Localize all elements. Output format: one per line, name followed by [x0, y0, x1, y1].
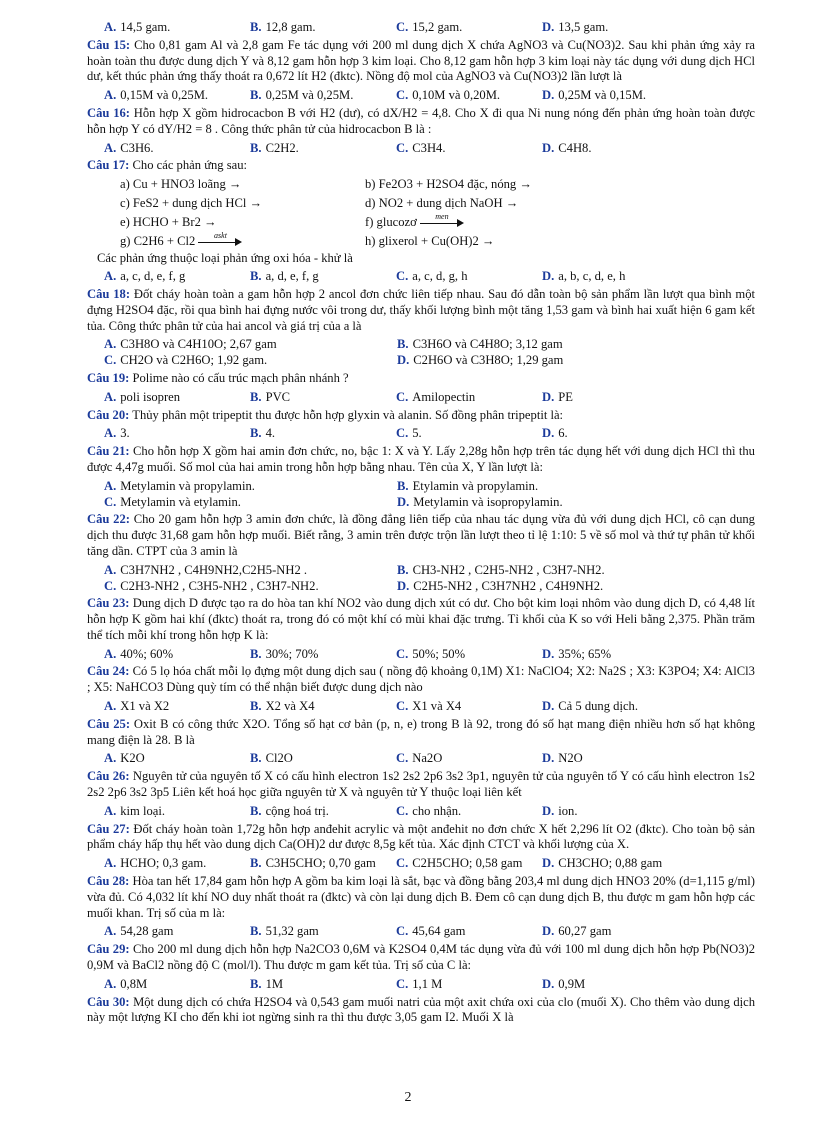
question-label: Câu 23: — [87, 596, 130, 611]
question-16 — [87, 106, 755, 156]
question-label: Câu 25: — [87, 716, 131, 731]
option: D. 0,9M — [542, 976, 586, 991]
question-label: Câu 19: — [87, 370, 130, 385]
question-label: Câu 18: — [87, 286, 131, 301]
question-label: Câu 16: — [87, 105, 130, 120]
option: A. X1 và X2 — [104, 699, 170, 714]
option: C. C2H5CHO; 0,58 gam — [396, 856, 523, 871]
option: C. cho nhận. — [396, 803, 462, 818]
option: B. 0,25M và 0,25M. — [250, 88, 354, 103]
option: A. 54,28 gam — [104, 924, 174, 939]
question-label: Câu 22: — [87, 512, 130, 527]
option: D. N2O — [542, 751, 583, 766]
option: B. X2 và X4 — [250, 699, 315, 714]
option: C. C3H4. — [396, 140, 446, 155]
option: D. C2H6O và C3H8O; 1,29 gam — [397, 353, 564, 368]
option: A. Metylamin và propylamin. — [104, 478, 255, 493]
question-text: Cho 200 ml dung dịch hỗn hợp Na2CO3 0,6M và K2SO4 0,4M tác dụng vừa đủ với 100 ml dung dịch hỗn hợp Pb(NO3)2 0,9M và BaCl2 nồng độ C (mol/l). Thu được m gam kết tủa. Trị số của C là: — [87, 942, 755, 973]
option: B. CH3-NH2 , C2H5-NH2 , C3H7-NH2. — [397, 562, 605, 577]
question-24 — [87, 664, 755, 714]
question-label: Câu 27: — [87, 821, 130, 836]
option: C. 1,1 M — [396, 976, 443, 991]
option: C. a, c, d, g, h — [396, 269, 468, 284]
reaction-g: g) C2H6 + Cl2 askt — [120, 234, 365, 250]
option: A. HCHO; 0,3 gam. — [104, 856, 207, 871]
option: C. Amilopectin — [396, 389, 476, 404]
question-note: Các phản ứng thuộc loại phản ứng oxi hóa - khử là — [97, 251, 353, 266]
page-content — [87, 20, 755, 1029]
option: B. C3H5CHO; 0,70 gam — [250, 856, 376, 871]
question-text: Đốt cháy hoàn toàn a gam hỗn hợp 2 ancol đơn chức liên tiếp nhau. Sau đó dẫn toàn bộ sản phẩm lần lượt qua bình một đựng H2SO4 đặc, rồi qua bình hai đựng nước vôi trong dư, thấy khối lượng bình một tăng 1,53 gam và bình hai xuất hiện 6 gam kết tủa. Công thức phân tử của hai ancol và giá trị của a là — [87, 286, 755, 333]
page-number: 2 — [404, 1090, 412, 1105]
question-label: Câu 24: — [87, 664, 130, 679]
option: D. C4H8. — [542, 140, 592, 155]
reaction: a) Cu + HNO3 loãng → — [120, 177, 242, 192]
option: A. 0,8M — [104, 976, 148, 991]
question-label: Câu 15: — [87, 37, 131, 52]
question-21 — [87, 444, 755, 510]
question-text: Cho 0,81 gam Al và 2,8 gam Fe tác dụng với 200 ml dung dịch X chứa AgNO3 và Cu(NO3)2. Sau khi phản ứng xảy ra hoàn toàn thu được dung dịch Y và 8,12 gam hỗn hợp 3 kim loại. Cho 8,12 gam hỗn hợp 3 kim loại này tác dụng với dung dịch HCl dư, kết thúc phản ứng thấy thoát ra 0,672 lít H2 (đktc). Nồng độ mol của AgNO3 và Cu(NO3)2 lần lượt là — [87, 37, 755, 84]
question-30 — [87, 995, 755, 1027]
reaction: d) NO2 + dung dịch NaOH → — [365, 195, 519, 210]
option: A. C3H6. — [104, 140, 154, 155]
option: B. 4. — [250, 426, 276, 441]
question-text: Nguyên tử của nguyên tố X có cấu hình electron 1s2 2s2 2p6 3s2 3p1, nguyên tử của nguyên tố Y có cấu hình electron 1s2 2s2 2p6 3s2 3p5 Liên kết hoá học giữa nguyên tử X và nguyên tử Y thuộc loại liên kết — [87, 769, 755, 800]
question-18 — [87, 287, 755, 369]
question-28 — [87, 874, 755, 940]
reaction-f: f) glucozơ men — [365, 215, 665, 231]
question-text: Polime nào có cấu trúc mạch phân nhánh ? — [132, 370, 349, 385]
option: A. 14,5 gam. — [104, 20, 171, 34]
option: C. 0,10M và 0,20M. — [396, 88, 501, 103]
reaction-list — [87, 177, 755, 249]
option: C. 50%; 50% — [396, 646, 466, 661]
option: B. Etylamin và propylamin. — [397, 478, 539, 493]
reaction: h) glixerol + Cu(OH)2 → — [365, 233, 495, 248]
question-25 — [87, 717, 755, 767]
option: A. kim loại. — [104, 803, 166, 818]
option: B. a, d, e, f, g — [250, 269, 319, 284]
question-text: Hòa tan hết 17,84 gam hỗn hợp A gồm ba kim loại là sắt, bạc và đồng bằng 203,4 ml dung dịch HNO3 20% (d=1,115 g/ml) vừa đủ. Có 4,032 lít khí NO duy nhất thoát ra (đktc) và còn lại dung dịch B. Đem cô cạn dung dịch B, thu được m gam hỗn hợp các muối khan. Trị số của m là: — [87, 874, 755, 920]
arrow-icon: men — [420, 218, 464, 227]
option: B. Cl2O — [250, 751, 293, 766]
option: D. 60,27 gam — [542, 924, 612, 939]
option: B. 12,8 gam. — [250, 20, 316, 34]
option: B. PVC — [250, 389, 291, 404]
option: C. C2H3-NH2 , C3H5-NH2 , C3H7-NH2. — [104, 578, 319, 593]
q14-options — [87, 20, 755, 36]
option: D. 35%; 65% — [542, 646, 612, 661]
question-label: Câu 21: — [87, 444, 130, 459]
option: C. 15,2 gam. — [396, 20, 463, 34]
option: C. Na2O — [396, 751, 443, 766]
option: D. PE — [542, 389, 573, 404]
question-text: Dung dịch D được tạo ra do hòa tan khí NO2 vào dung dịch xút có dư. Cho bột kim loại nhôm vào dung dịch D, có 4,48 lít hỗn hợp K gồm hai khí (đktc) thoát ra, trong đó có một khí có mùi khai đặc trưng. Tỉ khối của K so với Heli bằng 2,375. Phần trăm thể tích mỗi khí trong hỗn hợp K là: — [87, 596, 755, 642]
question-text: Thủy phân một tripeptit thu được hỗn hợp glyxin và alanin. Số đồng phân tripeptit là: — [132, 407, 564, 422]
option: C. 5. — [396, 426, 422, 441]
option: A. C3H7NH2 , C4H9NH2,C2H5-NH2 . — [104, 562, 308, 577]
option: B. C3H6O và C4H8O; 3,12 gam — [397, 337, 563, 352]
reaction: b) Fe2O3 + H2SO4 đặc, nóng → — [365, 177, 532, 192]
option: A. C3H8O và C4H10O; 2,67 gam — [104, 337, 277, 352]
option: D. CH3CHO; 0,88 gam — [542, 856, 663, 871]
arrow-icon: askt — [198, 237, 242, 246]
question-23 — [87, 596, 755, 662]
reaction: c) FeS2 + dung dịch HCl → — [120, 195, 263, 210]
option: B. C2H2. — [250, 140, 299, 155]
question-text: Có 5 lọ hóa chất mỗi lọ đựng một dung dịch sau ( nồng độ khoảng 0,1M) X1: NaClO4; X2: Na2S ; X3: K3PO4; X4: AlCl3 ; X5: NaHCO3 Dùng quỳ tím có thể nhận biết được dung dịch nào — [87, 664, 755, 695]
option: B. 51,32 gam — [250, 924, 319, 939]
question-text: Đốt cháy hoàn toàn 1,72g hỗn hợp anđehit acrylic và một anđehit no đơn chức X hết 2,296 lít O2 (đktc). Cho toàn bộ sản phẩm cháy hấp thụ hết vào dung dịch Ca(OH)2 dư được 8,5g kết tủa. Xác định CTCT và khối lượng của X. — [87, 821, 755, 852]
question-text: Cho hỗn hợp X gồm hai amin đơn chức, no, bậc 1: X và Y. Lấy 2,28g hỗn hợp trên tác dụng hết với dung dịch HCl thì thu được 4,47g muối. Số mol của hai amin trong hỗn hợp bằng nhau. Tên của X, Y lần lượt là: — [87, 444, 755, 474]
option: B. 30%; 70% — [250, 646, 319, 661]
question-label: Câu 28: — [87, 874, 130, 889]
question-text: Oxit B có công thức X2O. Tổng số hạt cơ bản (p, n, e) trong B là 92, trong đó số hạt mang điện nhiều hơn số hạt không mang điện là 28. B là — [87, 716, 756, 747]
option: D. C2H5-NH2 , C3H7NH2 , C4H9NH2. — [397, 578, 604, 593]
option: D. 0,25M và 0,15M. — [542, 88, 647, 103]
question-label: Câu 29: — [87, 942, 130, 957]
option: A. 40%; 60% — [104, 646, 174, 661]
question-text: Hỗn hợp X gồm hidrocacbon B với H2 (dư), có dX/H2 = 4,8. Cho X đi qua Ni nung nóng đến phản ứng hoàn toàn được hỗn hợp Y có dY/H2 = 8 . Công thức phân tử của hidrocacbon B là : — [87, 105, 755, 136]
question-label: Câu 20: — [87, 407, 130, 422]
option: B. cộng hoá trị. — [250, 803, 329, 818]
option: A. 3. — [104, 426, 130, 441]
question-text: Cho 20 gam hỗn hợp 3 amin đơn chức, là đồng đẳng liên tiếp của nhau tác dụng vừa đủ với dung dịch HCl, cô cạn dung dịch thu được 31,68 gam hỗn hợp muối. Biết rằng, 3 amin trên được trộn lần lượt theo tỉ lệ 1:10: 5 về số mol và thứ tự phân tử khối tăng dần. CTPT của 3 amin là — [87, 512, 755, 558]
question-label: Câu 17: — [87, 158, 130, 173]
question-27 — [87, 822, 755, 872]
option: D. ion. — [542, 803, 578, 818]
question-15 — [87, 38, 755, 104]
question-20 — [87, 408, 755, 443]
option: D. a, b, c, d, e, h — [542, 269, 626, 284]
reaction: e) HCHO + Br2 → — [120, 214, 217, 229]
option: A. 0,15M và 0,25M. — [104, 88, 209, 103]
option: C. 45,64 gam — [396, 924, 466, 939]
question-label: Câu 26: — [87, 769, 130, 784]
question-label: Câu 30: — [87, 994, 130, 1009]
option: C. Metylamin và etylamin. — [104, 494, 241, 509]
option: D. 6. — [542, 426, 568, 441]
option: B. 1M — [250, 976, 284, 991]
option: C. X1 và X4 — [396, 699, 462, 714]
option: D. Metylamin và isopropylamin. — [397, 494, 563, 509]
option: A. poli isopren — [104, 389, 181, 404]
option: A. a, c, d, e, f, g — [104, 269, 186, 284]
option: D. 13,5 gam. — [542, 20, 609, 34]
question-22 — [87, 512, 755, 594]
question-29 — [87, 942, 755, 992]
question-26 — [87, 769, 755, 819]
option: D. Cả 5 dung dịch. — [542, 699, 639, 714]
question-text: Cho các phản ứng sau: — [132, 158, 248, 173]
option: C. CH2O và C2H6O; 1,92 gam. — [104, 353, 268, 368]
option: A. K2O — [104, 751, 145, 766]
question-19 — [87, 371, 755, 406]
question-text: Một dung dịch có chứa H2SO4 và 0,543 gam muối natri của một axit chứa oxi của clo (muối X). Cho thêm vào dung dịch này một lượng KI cho đến khi iot ngừng sinh ra thì thu được 3,05 gam I2. Muối X là — [87, 994, 755, 1025]
question-17 — [87, 158, 755, 285]
